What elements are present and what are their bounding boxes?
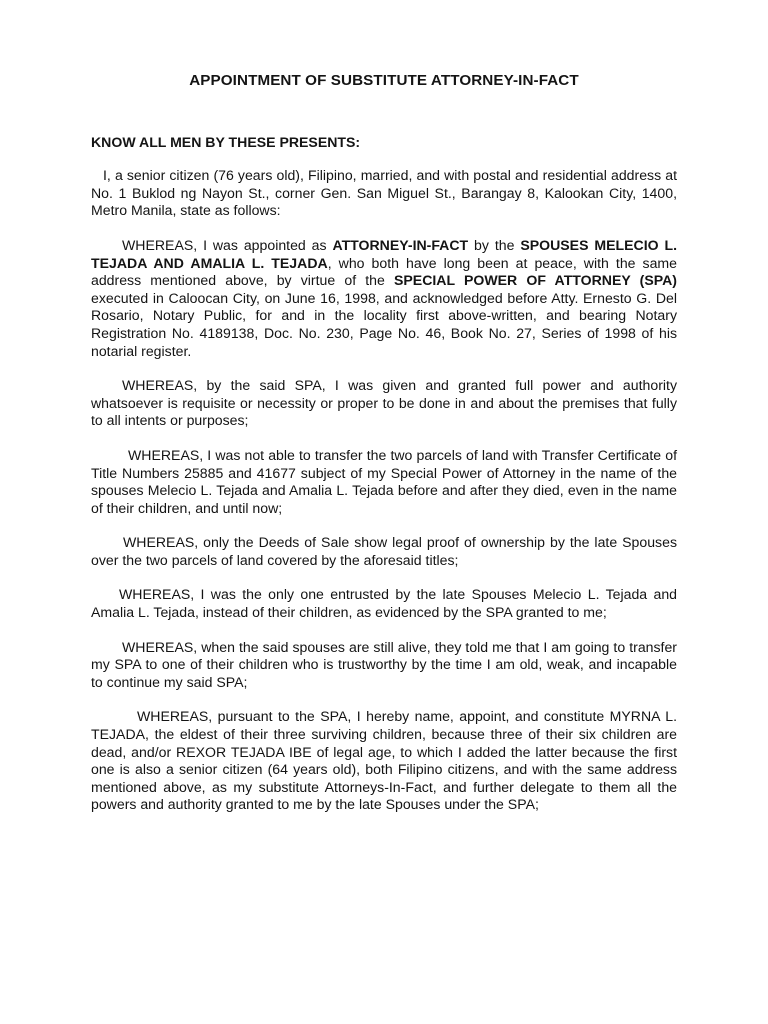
p2-text-4: executed in Caloocan City, on June 16, 1998, and acknowledged before Atty. Ernesto G. Del Rosario, Notary Public, for and in the locality first above-written, and bearing Notary Registration No. 4189138, Doc. No. 230, Page No. 46, Book No. 27, Series of 1998 of his notarial register. [91, 289, 677, 359]
paragraph-whereas-transfer: WHEREAS, I was not able to transfer the two parcels of land with Transfer Certificate of Title Numbers 25885 and 41677 subject of my Special Power of Attorney in the name of the spouses Melecio L. Tejada and Amalia L. Tejada before and after they died, even in the name of their children, and until now; [91, 446, 677, 516]
p2-text-3: , who both have long been at peace, with the same address mentioned above, by virtue of the [91, 254, 678, 289]
p2-bold-spa: SPECIAL POWER OF ATTORNEY (SPA) [394, 272, 677, 289]
intro-heading: KNOW ALL MEN BY THESE PRESENTS: [91, 133, 361, 150]
paragraph-whereas-appointed [91, 237, 677, 360]
paragraph-whereas-entrusted: WHEREAS, I was the only one entrusted by the late Spouses Melecio L. Tejada and Amalia L. Tejada, instead of their children, as evidenced by the SPA granted to me; [91, 586, 677, 621]
p2-bold-spouses: SPOUSES MELECIO L. TEJADA AND AMALIA L. TEJADA [91, 236, 677, 271]
paragraph-declarant: I, a senior citizen (76 years old), Filipino, married, and with postal and residential address at No. 1 Buklod ng Nayon St., corner Gen. San Miguel St., Barangay 8, Kalookan City, 1400, Metro Manila, state as follows: [91, 167, 677, 219]
paragraph-whereas-alive: WHEREAS, when the said spouses are still alive, they told me that I am going to transfer my SPA to one of their children who is trustworthy by the time I am old, weak, and incapable to continue my said SPA; [91, 638, 677, 690]
p2-text-2: by the [468, 236, 521, 253]
p2-text-1: WHEREAS, I was appointed as [122, 236, 333, 253]
paragraph-whereas-deeds: WHEREAS, only the Deeds of Sale show legal proof of ownership by the late Spouses over the two parcels of land covered by the aforesaid titles; [91, 534, 677, 568]
paragraph-whereas-power: WHEREAS, by the said SPA, I was given and granted full power and authority whatsoever is requisite or necessity or proper to be done in and about the premises that fully to all intents or purposes; [91, 377, 677, 429]
document-title: APPOINTMENT OF SUBSTITUTE ATTORNEY-IN-FACT [189, 72, 579, 89]
paragraph-whereas-pursuant: WHEREAS, pursuant to the SPA, I hereby name, appoint, and constitute MYRNA L. TEJADA, the eldest of their three surviving children, because three of their six children are dead, and/or REXOR TEJADA IBE of legal age, to which I added the latter because the first one is also a senior citizen (64 years old), both Filipino citizens, and with the same address mentioned above, as my substitute Attorneys-In-Fact, and further delegate to them all the powers and authority granted to me by the late Spouses under the SPA; [91, 708, 677, 813]
p2-bold-attorney-in-fact: ATTORNEY-IN-FACT [332, 236, 469, 253]
